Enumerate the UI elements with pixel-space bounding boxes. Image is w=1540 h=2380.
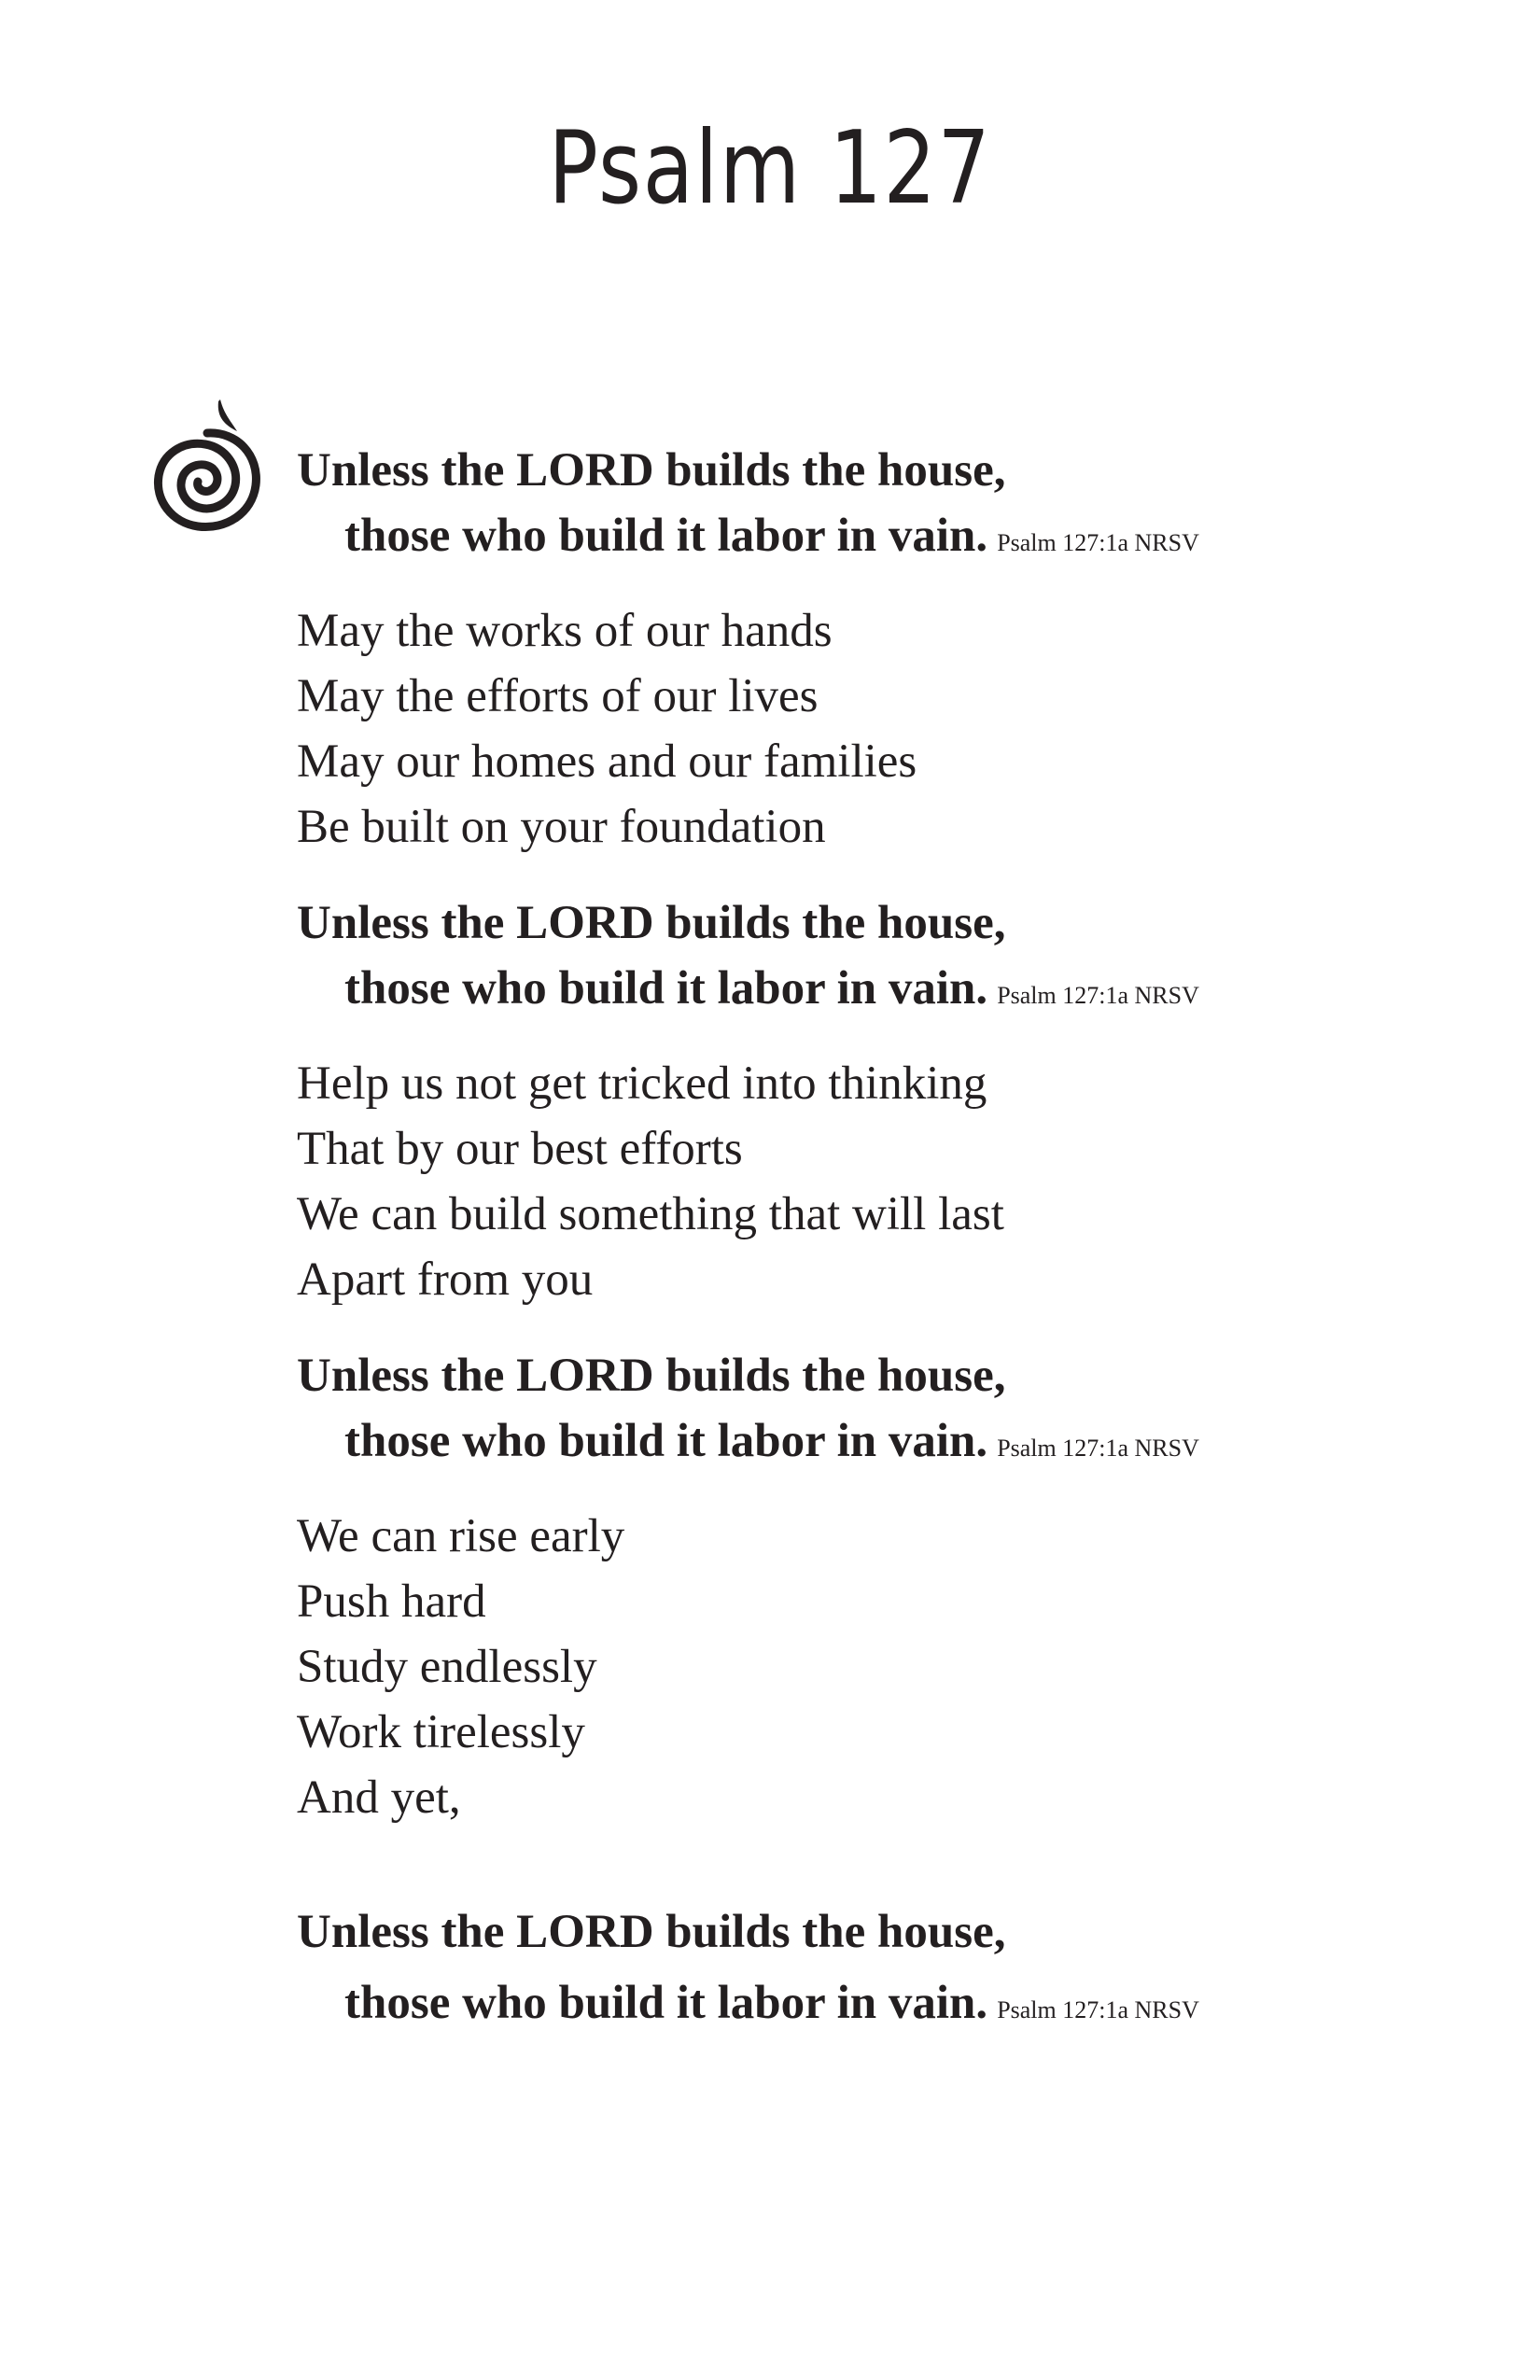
refrain-line (297, 1967, 1199, 2046)
refrain-line: Unless the LORD builds the house, (297, 1350, 1006, 1402)
refrain-line (297, 503, 1199, 576)
refrain (297, 1897, 1199, 2046)
refrain-line: Unless the LORD builds the house, (297, 444, 1006, 497)
refrain-line: Unless the LORD builds the house, (297, 897, 1006, 949)
citation: Psalm 127:1a NRSV (997, 529, 1199, 556)
verse-line: Help us not get tricked into thinking (297, 1057, 987, 1110)
verse-line: May the efforts of our lives (297, 670, 819, 722)
verse-line: We can rise early (297, 1510, 625, 1562)
verse-line: And yet, (297, 1771, 461, 1824)
refrain-line-text: those who build it labor in vain. (344, 1977, 988, 2029)
verse-line: Push hard (297, 1575, 486, 1628)
refrain-line (297, 1408, 1199, 1481)
stanza (297, 1051, 1004, 1312)
citation: Psalm 127:1a NRSV (997, 1996, 1199, 2023)
stanza (297, 1504, 624, 1830)
refrain-line-text: those who build it labor in vain. (344, 1415, 988, 1467)
verse-line: We can build something that will last (297, 1188, 1004, 1240)
verse-line: Be built on your foundation (297, 801, 826, 853)
citation: Psalm 127:1a NRSV (997, 982, 1199, 1009)
citation: Psalm 127:1a NRSV (997, 1435, 1199, 1462)
verse-line: Study endlessly (297, 1641, 597, 1693)
refrain (297, 438, 1199, 576)
verse-line: May the works of our hands (297, 605, 833, 657)
refrain-line (297, 956, 1199, 1029)
refrain-line-text: those who build it labor in vain. (344, 962, 988, 1015)
page-title: Psalm 127 (548, 110, 992, 227)
swirl-icon (151, 394, 261, 534)
refrain-line: Unless the LORD builds the house, (297, 1906, 1006, 1958)
verse-line: That by our best efforts (297, 1123, 743, 1175)
refrain (297, 1343, 1199, 1481)
verse-line: Work tirelessly (297, 1706, 585, 1758)
stanza (297, 598, 917, 860)
verse-line: May our homes and our families (297, 735, 917, 788)
refrain (297, 890, 1199, 1029)
refrain-line-text: those who build it labor in vain. (344, 510, 988, 562)
verse-line: Apart from you (297, 1253, 594, 1306)
